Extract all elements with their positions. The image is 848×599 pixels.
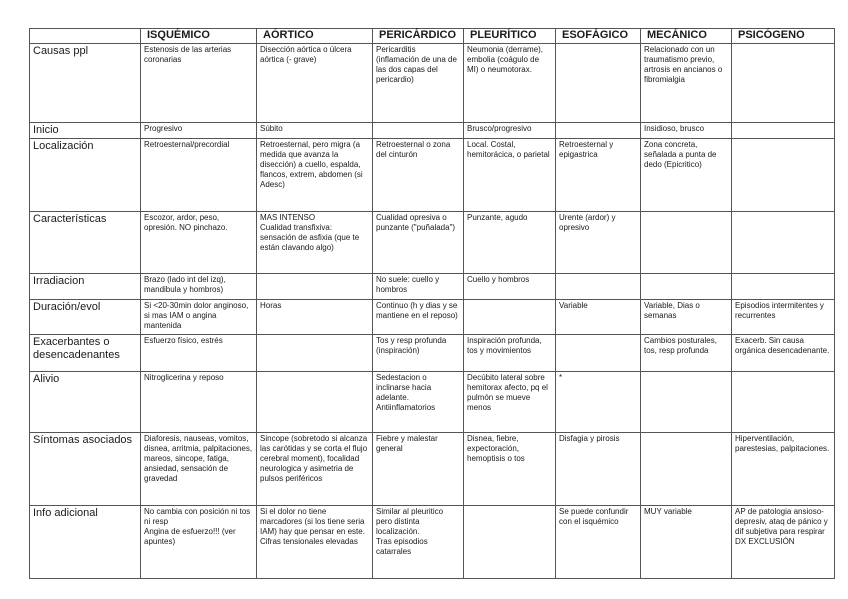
row-label: Inicio (30, 123, 141, 139)
table-cell: Neumonia (derrame), embolia (coágulo de MI) o neumotorax. (464, 44, 556, 123)
table-row (30, 274, 835, 300)
table-row (30, 433, 835, 506)
table-cell: Hiperventilación, parestesias, palpitaciones. (732, 433, 835, 506)
row-label: Alivio (30, 372, 141, 433)
table-cell (732, 139, 835, 212)
table-cell (464, 506, 556, 579)
table-cell: Inspiración profunda, tos y movimientos (464, 335, 556, 372)
table-cell: Sincope (sobretodo si alcanza las carótidas y se corta el flujo cerebral moment), focalidad neurologica y asimetria de pulsos periféricos (257, 433, 373, 506)
table-cell: Variable (556, 300, 641, 335)
table-cell: Estenosis de las arterias coronarias (141, 44, 257, 123)
table-cell: Progresivo (141, 123, 257, 139)
table-cell: Punzante, agudo (464, 212, 556, 274)
table-cell (732, 212, 835, 274)
table-cell: Fiebre y malestar general (373, 433, 464, 506)
table-cell: Se puede confundir con el isquémico (556, 506, 641, 579)
table-cell: Exacerb. Sin causa orgánica desencadenante. (732, 335, 835, 372)
table-cell: Esfuerzo físico, estrés (141, 335, 257, 372)
table-row (30, 506, 835, 579)
table-cell (464, 300, 556, 335)
table-cell: No suele: cuello y hombros (373, 274, 464, 300)
header-mecanico: MECÁNICO (641, 29, 732, 44)
table-cell: Variable, Dias o semanas (641, 300, 732, 335)
table-row (30, 300, 835, 335)
table-cell (732, 123, 835, 139)
header-aortico: AÓRTICO (257, 29, 373, 44)
table-cell: Urente (ardor) y opresivo (556, 212, 641, 274)
row-label: Exacerbantes o desencadenantes (30, 335, 141, 372)
table-cell (257, 335, 373, 372)
table-cell (732, 44, 835, 123)
table-cell (732, 372, 835, 433)
row-label: Síntomas asociados (30, 433, 141, 506)
header-pericardico: PERICÁRDICO (373, 29, 464, 44)
table-cell (641, 274, 732, 300)
table-cell: * (556, 372, 641, 433)
header-pleuritico: PLEURÍTICO (464, 29, 556, 44)
table-cell: Retroesternal y epigastrica (556, 139, 641, 212)
chest-pain-table (29, 28, 835, 579)
table-cell (556, 44, 641, 123)
table-cell (257, 274, 373, 300)
table-cell: Disección aórtica o úlcera aórtica (- grave) (257, 44, 373, 123)
table-row (30, 44, 835, 123)
table-cell: Similar al pleuritico pero distinta localización. Tras episodios catarrales (373, 506, 464, 579)
table-row (30, 123, 835, 139)
table-cell (257, 372, 373, 433)
row-label: Causas ppl (30, 44, 141, 123)
table-cell: Retroesternal/precordial (141, 139, 257, 212)
table-cell: MUY variable (641, 506, 732, 579)
table-cell (556, 123, 641, 139)
row-label: Duración/evol (30, 300, 141, 335)
table-cell: Relacionado con un traumatismo previo, artrosis en ancianos o fibromialgia (641, 44, 732, 123)
table-cell: Nitroglicerina y reposo (141, 372, 257, 433)
table-cell: Cambios posturales, tos, resp profunda (641, 335, 732, 372)
table-cell: Decúbito lateral sobre hemitorax afecto, pq el pulmón se mueve menos (464, 372, 556, 433)
table-cell: Si el dolor no tiene marcadores (si los tiene seria IAM) hay que pensar en este. Cifras tensionales elevadas (257, 506, 373, 579)
table-cell: Súbito (257, 123, 373, 139)
table-cell: Disfagia y pirosis (556, 433, 641, 506)
header-esofagico: ESOFÁGICO (556, 29, 641, 44)
table-cell: Zona concreta, señalada a punta de dedo (Epicritico) (641, 139, 732, 212)
table-cell: Diaforesis, nauseas, vomitos, disnea, arritmia, palpitaciones, mareos, sincope, fatiga, ansiedad, sensación de gravedad (141, 433, 257, 506)
table-cell: Disnea, fiebre, expectoración, hemoptisis o tos (464, 433, 556, 506)
table-cell: Insidioso, brusco (641, 123, 732, 139)
table-cell: Pericarditis (inflamación de una de las dos capas del pericardio) (373, 44, 464, 123)
table-cell: MAS INTENSO Cualidad transfixiva: sensación de asfixia (que te están clavando algo) (257, 212, 373, 274)
table-cell: Episodios intermitentes y recurrentes (732, 300, 835, 335)
header-corner (30, 29, 141, 44)
table-cell: Tos y resp profunda (inspiración) (373, 335, 464, 372)
header-row (30, 29, 835, 44)
table-cell: Retroesternal o zona del cinturón (373, 139, 464, 212)
table-cell: Brusco/progresivo (464, 123, 556, 139)
table-cell (556, 335, 641, 372)
header-psicogeno: PSICÓGENO (732, 29, 835, 44)
table-cell: Cuello y hombros (464, 274, 556, 300)
table-row (30, 212, 835, 274)
table-cell (732, 274, 835, 300)
table-row (30, 139, 835, 212)
table-cell: Horas (257, 300, 373, 335)
table-row (30, 372, 835, 433)
table-cell: Si <20-30min dolor anginoso, si mas IAM o angina mantenida (141, 300, 257, 335)
table-cell: Retroesternal, pero migra (a medida que avanza la disección) a cuello, espalda, flancos, extrem, abdomen (si Adesc) (257, 139, 373, 212)
row-label: Info adicional (30, 506, 141, 579)
table-cell: Continuo (h y dias y se mantiene en el reposo) (373, 300, 464, 335)
table-cell: Local. Costal, hemitorácica, o parietal (464, 139, 556, 212)
table-cell: Brazo (lado int del izq), mandibula y hombros) (141, 274, 257, 300)
table-cell: No cambia con posición ni tos ni resp Angina de esfuerzo!!! (ver apuntes) (141, 506, 257, 579)
table-cell (641, 372, 732, 433)
table-cell (556, 274, 641, 300)
table-cell (373, 123, 464, 139)
table-cell: Sedestacion o inclinarse hacia adelante. Antiinflamatorios (373, 372, 464, 433)
row-label: Irradiacion (30, 274, 141, 300)
header-isquemico: ISQUÉMICO (141, 29, 257, 44)
table-cell: AP de patologia ansioso-depresiv, ataq de pánico y dif subjetiva para respirar DX EXCLUSIÓN (732, 506, 835, 579)
row-label: Localización (30, 139, 141, 212)
table-cell (641, 212, 732, 274)
row-label: Características (30, 212, 141, 274)
table-row (30, 335, 835, 372)
table-cell: Cualidad opresiva o punzante ("puñalada") (373, 212, 464, 274)
table-cell: Escozor, ardor, peso, opresión. NO pinchazo. (141, 212, 257, 274)
table-cell (641, 433, 732, 506)
